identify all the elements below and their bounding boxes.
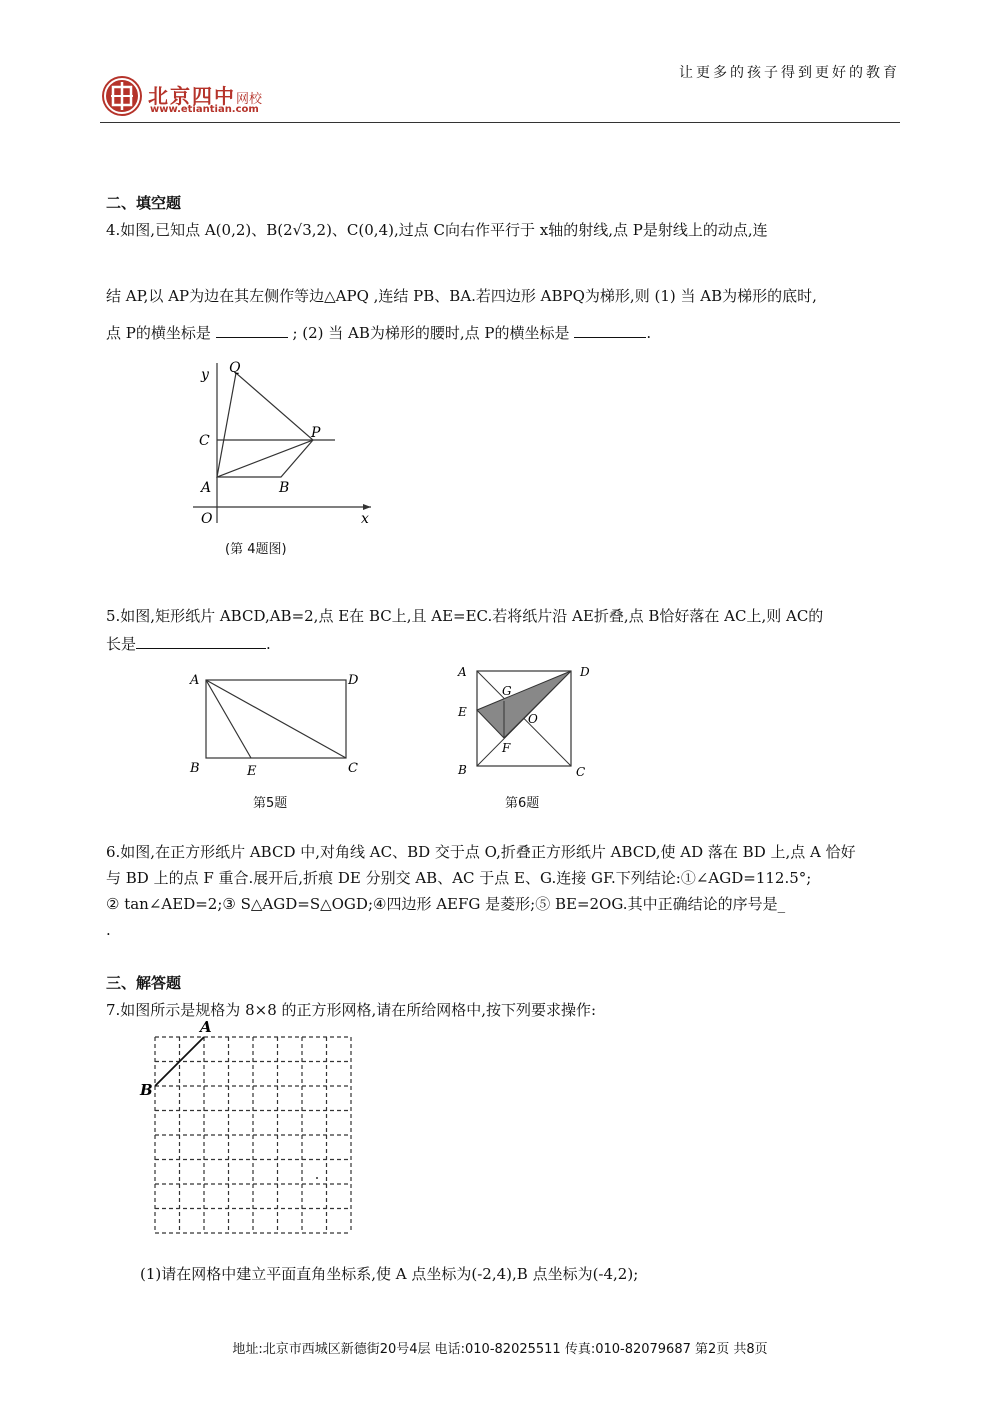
q6-line-4: .	[106, 921, 111, 939]
q6-shaded-triangle	[477, 671, 571, 738]
q4-answer-blank-1[interactable]	[216, 337, 288, 338]
page-footer: 地址:北京市西城区新德街20号4层 电话:010-82025511 传真:010-82079687 第2页 共8页	[232, 1342, 768, 1357]
q5-line-2-end: .	[266, 635, 271, 653]
q7-sub-question-1: (1)请在网格中建立平面直角坐标系,使 A 点坐标为(-2,4),B 点坐标为(-4,2);	[140, 1265, 639, 1283]
q4-line-3	[106, 321, 906, 345]
q7-dashed-grid	[155, 1037, 351, 1233]
q4-label-p: P	[311, 425, 321, 441]
q5-label-a: A	[190, 673, 200, 688]
q4-x-arrow-icon	[363, 504, 371, 510]
q4-line-1: 4.如图,已知点 A(0,2)、B(2√3,2)、C(0,4),过点 C向右作平行于 x轴的射线,点 P是射线上的动点,连	[106, 221, 768, 239]
q6-line-1: 6.如图,在正方形纸片 ABCD 中,对角线 AC、BD 交于点 O,折叠正方形纸片 ABCD,使 AD 落在 BD 上,点 A 恰好	[106, 843, 856, 861]
q4-answer-blank-2[interactable]	[574, 337, 646, 338]
q4-line-2: 结 AP,以 AP为边在其左侧作等边△APQ ,连结 PB、BA.若四边形 ABPQ为梯形,则 (1) 当 AB为梯形的底时,	[106, 287, 817, 305]
q4-label-b: B	[279, 480, 290, 496]
q4-label-o: O	[201, 511, 213, 527]
q4-label-c: C	[199, 433, 210, 449]
q5-caption: 第5题	[253, 796, 288, 811]
q4-label-q: Q	[229, 360, 241, 376]
q6-line-3: ② tan∠AED=2;③ S△AGD=S△OGD;④四边形 AEFG 是菱形;⑤ BE=2OG.其中正确结论的序号是_	[106, 895, 786, 913]
q5-line-2	[106, 632, 906, 656]
q4-label-x: x	[361, 511, 369, 527]
section-title-fill-in: 二、填空题	[106, 194, 182, 212]
q4-triangle-apq	[217, 373, 313, 477]
q6-line-2: 与 BD 上的点 F 重合.展开后,折痕 DE 分别交 AB、AC 于点 E、G.连接 GF.下列结论:①∠AGD=112.5°;	[106, 869, 812, 887]
q5-diagonal-ac	[206, 680, 346, 758]
logo-url: www.etiantian.com	[150, 104, 259, 115]
q6-label-c: C	[576, 765, 586, 779]
q4-line-3a: 点 P的横坐标是	[106, 324, 211, 342]
q5-label-e: E	[247, 764, 257, 779]
q6-caption: 第6题	[505, 796, 540, 811]
q4-figure	[185, 355, 385, 530]
q6-label-a: A	[458, 665, 467, 679]
section-title-solutions: 三、解答题	[106, 974, 182, 992]
q5-label-d: D	[348, 673, 359, 688]
q6-label-b: B	[458, 763, 467, 777]
q5-line-1: 5.如图,矩形纸片 ABCD,AB=2,点 E在 BC上,且 AE=EC.若将纸片沿 AE折叠,点 B恰好落在 AC上,则 AC的	[106, 607, 824, 625]
school-logo-emblem	[102, 76, 142, 116]
q5-label-c: C	[348, 761, 358, 776]
q7-line-1: 7.如图所示是规格为 8×8 的正方形网格,请在所给网格中,按下列要求操作:	[106, 1001, 597, 1019]
q7-stray-dot	[316, 1177, 318, 1179]
q7-label-b: B	[140, 1081, 153, 1099]
q5-line-2-text: 长是	[106, 635, 137, 653]
q6-label-f: F	[502, 741, 511, 755]
q5-figure	[185, 668, 370, 780]
q4-caption: (第 4题图)	[225, 542, 287, 557]
logo-emblem-icon	[102, 76, 142, 116]
q6-label-g: G	[502, 684, 512, 698]
q7-grid-figure	[130, 1018, 365, 1238]
q6-label-d: D	[580, 665, 590, 679]
q6-label-e: E	[458, 705, 467, 719]
logo-name: 北京四中网校	[148, 84, 263, 108]
q4-line-3c: .	[646, 324, 652, 342]
q6-label-o: O	[528, 712, 538, 726]
logo-suffix: 网校	[236, 92, 263, 107]
q5-label-b: B	[190, 761, 200, 776]
q6-figure	[452, 660, 597, 782]
q5-segment-ae	[206, 680, 251, 758]
q4-label-y: y	[201, 367, 209, 383]
q5-answer-blank[interactable]	[136, 648, 266, 649]
header-slogan: 让更多的孩子得到更好的教育	[679, 65, 900, 81]
q7-label-a: A	[200, 1018, 212, 1036]
q4-label-a: A	[201, 480, 212, 496]
q4-line-3b: ; (2) 当 AB为梯形的腰时,点 P的横坐标是	[292, 324, 570, 342]
header-divider	[100, 122, 900, 123]
